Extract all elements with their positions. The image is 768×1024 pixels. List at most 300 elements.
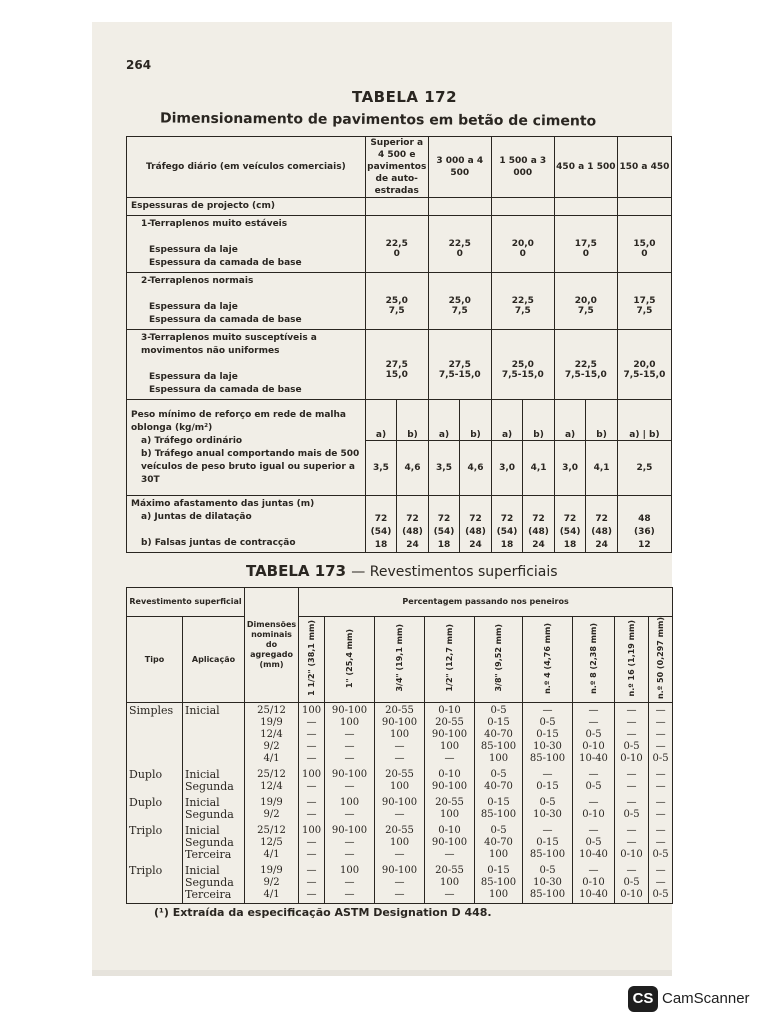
percent-value: 10-30 [533, 741, 562, 753]
sieve-header [375, 617, 425, 703]
aplic-value: Inicial [185, 824, 220, 838]
percent-value: — [655, 769, 666, 781]
percent-value: 90-100 [381, 717, 418, 729]
percent-value: 20-55 [435, 717, 464, 729]
percent-value: — [306, 877, 317, 889]
percent-cell [649, 863, 673, 904]
thickness-value-cell [617, 273, 671, 330]
percent-value: 0-5 [652, 849, 669, 861]
camscanner-logo: CS [628, 986, 658, 1012]
spacer [555, 229, 617, 239]
percent-value: — [394, 753, 405, 765]
percent-value: — [588, 705, 599, 717]
revestimento-header: Revestimento superficial [127, 588, 245, 617]
base-value: 7,5-15,0 [438, 369, 481, 380]
tipo-cell [127, 703, 183, 768]
percent-cell [573, 795, 615, 823]
aplic-cell [183, 795, 245, 823]
aplic-value [183, 753, 244, 765]
table-173-title [246, 562, 558, 580]
percent-cell [573, 703, 615, 768]
percent-value: 0-5 [490, 705, 507, 717]
ab-cell: b) [586, 400, 618, 441]
ab-cell: a) [365, 400, 397, 441]
aplic-cell [183, 823, 245, 863]
percent-value: — [394, 877, 405, 889]
percent-value: 10-30 [533, 809, 562, 821]
percent-value: — [344, 729, 355, 741]
percent-value: 100 [488, 849, 509, 861]
tipo-value: Simples [129, 704, 174, 718]
dilat-paren-value: (48) [528, 527, 549, 537]
percent-cell [375, 767, 425, 795]
thickness-value-cell [554, 273, 617, 330]
tipo-value: Duplo [129, 796, 163, 810]
percent-value: 90-100 [431, 837, 468, 849]
percent-value: — [655, 809, 666, 821]
contr-value: 18 [563, 540, 577, 550]
dim-value: 12/4 [260, 781, 283, 793]
percent-value: 0-15 [487, 865, 510, 877]
percent-value: 0-5 [623, 809, 640, 821]
percent-cell [475, 767, 523, 795]
dilat-value: 72 [595, 514, 608, 524]
percent-value: 90-100 [331, 769, 368, 781]
percent-value: 0-5 [539, 797, 556, 809]
dilat-value: 72 [406, 514, 419, 524]
percent-value: — [394, 809, 405, 821]
dim-value: 25/12 [257, 825, 286, 837]
tipo-value: Triplo [129, 824, 163, 838]
spacer [429, 229, 491, 239]
joints-value-cell [365, 496, 397, 553]
thickness-value-cell [491, 330, 554, 400]
percent-value: 100 [488, 889, 509, 901]
percent-value: — [588, 797, 599, 809]
sieve-label: n.º 4 (4,76 mm) [543, 622, 553, 694]
dim-cell [245, 795, 299, 823]
empty-cell [554, 198, 617, 216]
empty-cell [617, 198, 671, 216]
percent-cell [325, 795, 375, 823]
percent-cell [649, 795, 673, 823]
dim-value: 19/9 [260, 717, 283, 729]
dim-value: 19/9 [260, 797, 283, 809]
dilat-paren-value: (36) [634, 527, 655, 537]
percent-cell [425, 823, 475, 863]
percent-value: 100 [439, 741, 460, 753]
coating-group-row [127, 823, 673, 863]
sieve-header [425, 617, 475, 703]
table-172-title: TABELA 172 [352, 88, 458, 106]
slab-value: 20,0 [511, 239, 534, 249]
aplic-value: Inicial [185, 704, 220, 718]
percent-value: — [655, 705, 666, 717]
percent-value: 0-5 [585, 729, 602, 741]
slab-label: Espessura da laje [149, 302, 238, 312]
tipo-header: Tipo [127, 617, 183, 703]
spacer [555, 286, 617, 296]
sieve-label: n.º 16 (1,19 mm) [627, 619, 637, 697]
percent-value: 0-5 [539, 865, 556, 877]
dilat-paren-value: (54) [370, 527, 392, 537]
base-value: 0 [393, 249, 400, 259]
percent-cell [425, 703, 475, 768]
spacer [429, 350, 491, 360]
percent-value: 20-55 [385, 825, 414, 837]
percent-cell [325, 863, 375, 904]
tipo-value: Triplo [129, 864, 163, 878]
percent-value: 90-100 [431, 729, 468, 741]
spacer [492, 350, 554, 360]
tipo-cell [127, 863, 183, 904]
percent-value: — [344, 849, 355, 861]
base-value: 7,5 [451, 306, 468, 316]
percent-value: 0-10 [438, 705, 461, 717]
percent-value: — [626, 729, 637, 741]
percent-value: 100 [389, 781, 410, 793]
percent-value: 0-15 [536, 729, 559, 741]
coating-group-row [127, 703, 673, 768]
page-edge [92, 970, 672, 976]
percent-value: 0-5 [652, 753, 669, 765]
empty-cell [491, 198, 554, 216]
percent-cell [615, 823, 649, 863]
percent-cell [299, 703, 325, 768]
sieve-label: 1/2" (12,7 mm) [445, 624, 455, 692]
percent-cell [299, 863, 325, 904]
dilat-value: 72 [374, 514, 388, 524]
sieve-header [523, 617, 573, 703]
percent-value: — [626, 837, 637, 849]
gap-line [131, 231, 361, 244]
percent-value: 0-5 [585, 837, 602, 849]
percent-cell [615, 703, 649, 768]
percent-cell [523, 703, 573, 768]
percent-cell [299, 823, 325, 863]
joints-label [127, 496, 366, 553]
dim-value: 4/1 [263, 753, 280, 765]
sieve-header [475, 617, 523, 703]
aplic-value [183, 717, 244, 729]
percent-value: — [344, 753, 355, 765]
percent-value: — [626, 797, 637, 809]
percent-value: 0-5 [623, 741, 640, 753]
base-label: Espessura da camada de base [149, 258, 302, 268]
slab-value: 22,5 [448, 239, 471, 249]
percent-value: 0-5 [490, 825, 507, 837]
thickness-group-row [127, 216, 672, 273]
aplic-cell [183, 767, 245, 795]
reinforcement-value: 3,0 [491, 441, 523, 496]
percent-value: 85-100 [529, 753, 566, 765]
contr-value: 24 [406, 540, 419, 550]
terrain-name: 2-Terraplenos normais [141, 276, 254, 286]
percent-value: 10-40 [579, 753, 608, 765]
joints-title: Máximo afastamento das juntas (m) [131, 499, 315, 509]
slab-value: 25,0 [448, 296, 471, 306]
percent-value: — [588, 769, 599, 781]
contr-value: 24 [532, 540, 545, 550]
thickness-value-cell [554, 330, 617, 400]
percent-value: 85-100 [480, 809, 517, 821]
ab-cell: b) [397, 400, 429, 441]
contr-value: 18 [437, 540, 451, 550]
page-number: 264 [126, 58, 152, 72]
footnote: (¹) Extraída da especificação ASTM Designation D 448. [154, 906, 492, 919]
ab-cell: a) [554, 400, 586, 441]
col-header: 3 000 a 4 500 [428, 137, 491, 198]
dilat-value: 72 [563, 514, 577, 524]
percent-value: 100 [301, 705, 322, 717]
reinforcement-value: 4,6 [460, 441, 492, 496]
slab-value: 25,0 [385, 296, 408, 306]
ab-cell: a) [428, 400, 460, 441]
percent-cell [523, 767, 573, 795]
col-header: 1 500 a 3 000 [491, 137, 554, 198]
base-label: Espessura da camada de base [149, 385, 302, 395]
spacer [618, 350, 671, 360]
percent-value: 100 [439, 809, 460, 821]
tipo-value: Duplo [129, 768, 163, 782]
dilat-paren-value: (48) [465, 527, 486, 537]
table-172-header [127, 137, 672, 198]
traffic-header: Tráfego diário (em veículos comerciais) [127, 137, 366, 198]
percent-value: — [306, 865, 317, 877]
dim-value: 25/12 [257, 705, 286, 717]
percent-value: 85-100 [529, 849, 566, 861]
sieve-header [615, 617, 649, 703]
spacer [618, 229, 671, 239]
percent-value: — [626, 825, 637, 837]
sieve-header [299, 617, 325, 703]
reinforcement-title: Peso mínimo de reforço em rede de malha oblonga (kg/m²) [131, 409, 346, 433]
percent-cell [573, 863, 615, 904]
percent-value: 0-5 [490, 769, 507, 781]
col-header: Superior a 4 500 e pavimentos de auto-estradas [367, 138, 427, 196]
aplic-value: Inicial [185, 864, 220, 878]
percent-value: 10-40 [579, 889, 608, 901]
slab-value: 17,5 [633, 296, 656, 306]
percent-cell [375, 703, 425, 768]
ab-cell: b) [460, 400, 492, 441]
percent-value: — [344, 877, 355, 889]
dim-header: Dimensões nominais do agregado (mm) [245, 588, 299, 703]
slab-label: Espessura da laje [149, 245, 238, 255]
sieve-label: 1" (25,4 mm) [345, 628, 355, 688]
joints-row [127, 496, 672, 553]
contr-value: 18 [500, 540, 514, 550]
percent-cell [325, 703, 375, 768]
slab-value: 15,0 [633, 239, 656, 249]
gap-line [131, 288, 361, 301]
tipo-cell [127, 823, 183, 863]
percent-value: 85-100 [529, 889, 566, 901]
percent-value: 20-55 [385, 769, 414, 781]
percent-cell [523, 823, 573, 863]
slab-value: 20,0 [633, 359, 656, 370]
percent-value: — [588, 865, 599, 877]
base-value: 7,5 [577, 306, 594, 316]
percent-value: — [344, 837, 355, 849]
percent-value: 0-10 [582, 809, 605, 821]
reinforcement-value: 3,5 [428, 441, 460, 496]
percent-value: — [655, 717, 666, 729]
thickness-value-cell [491, 216, 554, 273]
joints-value-cell [397, 496, 429, 553]
dilat-value: 72 [532, 514, 545, 524]
percent-value: — [655, 877, 666, 889]
percent-value: — [306, 809, 317, 821]
percent-value: — [444, 889, 455, 901]
dim-value: 9/2 [263, 741, 280, 753]
percent-value: 90-100 [381, 797, 418, 809]
percent-value: 10-30 [533, 877, 562, 889]
tipo-cell [127, 767, 183, 795]
col-header: 450 a 1 500 [554, 137, 617, 198]
percent-value: — [344, 889, 355, 901]
base-value: 0 [456, 249, 463, 259]
thickness-value-cell [491, 273, 554, 330]
percent-value: — [626, 769, 637, 781]
coating-group-row [127, 795, 673, 823]
aplic-value: Segunda [185, 808, 234, 822]
percent-cell [649, 823, 673, 863]
base-label: Espessura da camada de base [149, 315, 302, 325]
aplic-value: Inicial [185, 768, 220, 782]
spacer [492, 229, 554, 239]
spacer [429, 286, 491, 296]
percent-value: — [394, 741, 405, 753]
percent-value: 100 [488, 753, 509, 765]
percent-cell [615, 863, 649, 904]
percent-value: 85-100 [480, 741, 517, 753]
thickness-value-cell [428, 216, 491, 273]
table-172-subtitle: Dimensionamento de pavimentos em betão de cimento [159, 110, 597, 130]
base-value: 7,5 [514, 306, 531, 316]
percent-value: 20-55 [435, 797, 464, 809]
sieve-header [573, 617, 615, 703]
joints-value-cell [617, 496, 671, 553]
base-value: 7,5 [636, 306, 653, 316]
dim-value: 9/2 [263, 809, 280, 821]
percent-cell [425, 795, 475, 823]
percent-cell [649, 767, 673, 795]
aplic-header: Aplicação [183, 617, 245, 703]
percent-value: 100 [389, 837, 410, 849]
percent-cell [475, 863, 523, 904]
percent-cell [375, 863, 425, 904]
base-value: 7,5-15,0 [564, 369, 607, 380]
percent-value: — [655, 837, 666, 849]
dim-cell [245, 823, 299, 863]
table-173-subtitle: — Revestimentos superficiais [351, 564, 558, 580]
dilat-value: 72 [500, 514, 514, 524]
contr-value: 18 [374, 540, 388, 550]
percent-value: — [588, 825, 599, 837]
percent-value: 90-100 [381, 865, 418, 877]
percent-value: 10-40 [579, 849, 608, 861]
percent-cell [523, 795, 573, 823]
percent-value: 0-5 [652, 889, 669, 901]
thickness-group-row [127, 330, 672, 400]
ab-cell: a) | b) [617, 400, 671, 441]
reinforcement-value: 4,1 [523, 441, 555, 496]
percent-value: — [306, 797, 317, 809]
percent-value: 100 [389, 729, 410, 741]
percent-cell [299, 767, 325, 795]
thickness-group-label [127, 273, 366, 330]
joints-value-cell [554, 496, 586, 553]
aplic-value: Segunda [185, 780, 234, 794]
coating-group-row [127, 767, 673, 795]
base-value: 0 [641, 249, 648, 259]
percent-value: — [306, 781, 317, 793]
reinforcement-b: b) Tráfego anual comportando mais de 500 veículos de peso bruto igual ou superior a 30T [141, 448, 360, 485]
spacer [366, 229, 428, 239]
percent-value: 0-15 [487, 797, 510, 809]
aplic-value [183, 741, 244, 753]
percent-value: 0-10 [582, 877, 605, 889]
thickness-title [127, 198, 366, 216]
empty-cell [365, 198, 428, 216]
thickness-group-label [127, 216, 366, 273]
percent-value: — [588, 717, 599, 729]
ab-cell: b) [523, 400, 555, 441]
percent-value: — [306, 741, 317, 753]
percent-value: 90-100 [331, 705, 368, 717]
aplic-cell [183, 863, 245, 904]
thickness-value-cell [365, 273, 428, 330]
coating-group-row [127, 863, 673, 904]
percent-value: 20-55 [435, 865, 464, 877]
joints-value-cell [428, 496, 460, 553]
reinforcement-value: 4,6 [397, 441, 429, 496]
percent-value: 0-5 [539, 717, 556, 729]
percent-value: — [306, 717, 317, 729]
joints-b: b) Falsas juntas de contracção [141, 538, 296, 548]
percent-value: — [655, 825, 666, 837]
reinforcement-value: 3,0 [554, 441, 586, 496]
aplic-value: Segunda [185, 836, 234, 850]
percent-value: 40-70 [484, 781, 513, 793]
reinforcement-value: 2,5 [617, 441, 671, 496]
thickness-group-row [127, 273, 672, 330]
slab-value: 22,5 [385, 239, 408, 249]
percent-cell [573, 767, 615, 795]
contr-value: 24 [469, 540, 482, 550]
joints-value-cell [491, 496, 523, 553]
base-value: 7,5-15,0 [623, 369, 666, 380]
aplic-cell [183, 703, 245, 768]
percent-value: — [306, 753, 317, 765]
dim-value: 9/2 [263, 877, 280, 889]
dilat-value: 48 [638, 514, 651, 524]
thickness-title-text: Espessuras de projecto (cm) [131, 201, 275, 211]
percent-value: — [655, 865, 666, 877]
percent-cell [375, 823, 425, 863]
percent-cell [649, 703, 673, 768]
dilat-value: 72 [469, 514, 482, 524]
reinforcement-label [127, 400, 366, 496]
percent-value: — [655, 797, 666, 809]
camscanner-brand: CamScanner [662, 990, 750, 1007]
percent-value: — [444, 849, 455, 861]
slab-value: 22,5 [574, 359, 597, 370]
percent-value: 0-10 [438, 769, 461, 781]
dim-value: 19/9 [260, 865, 283, 877]
percent-value: — [626, 717, 637, 729]
